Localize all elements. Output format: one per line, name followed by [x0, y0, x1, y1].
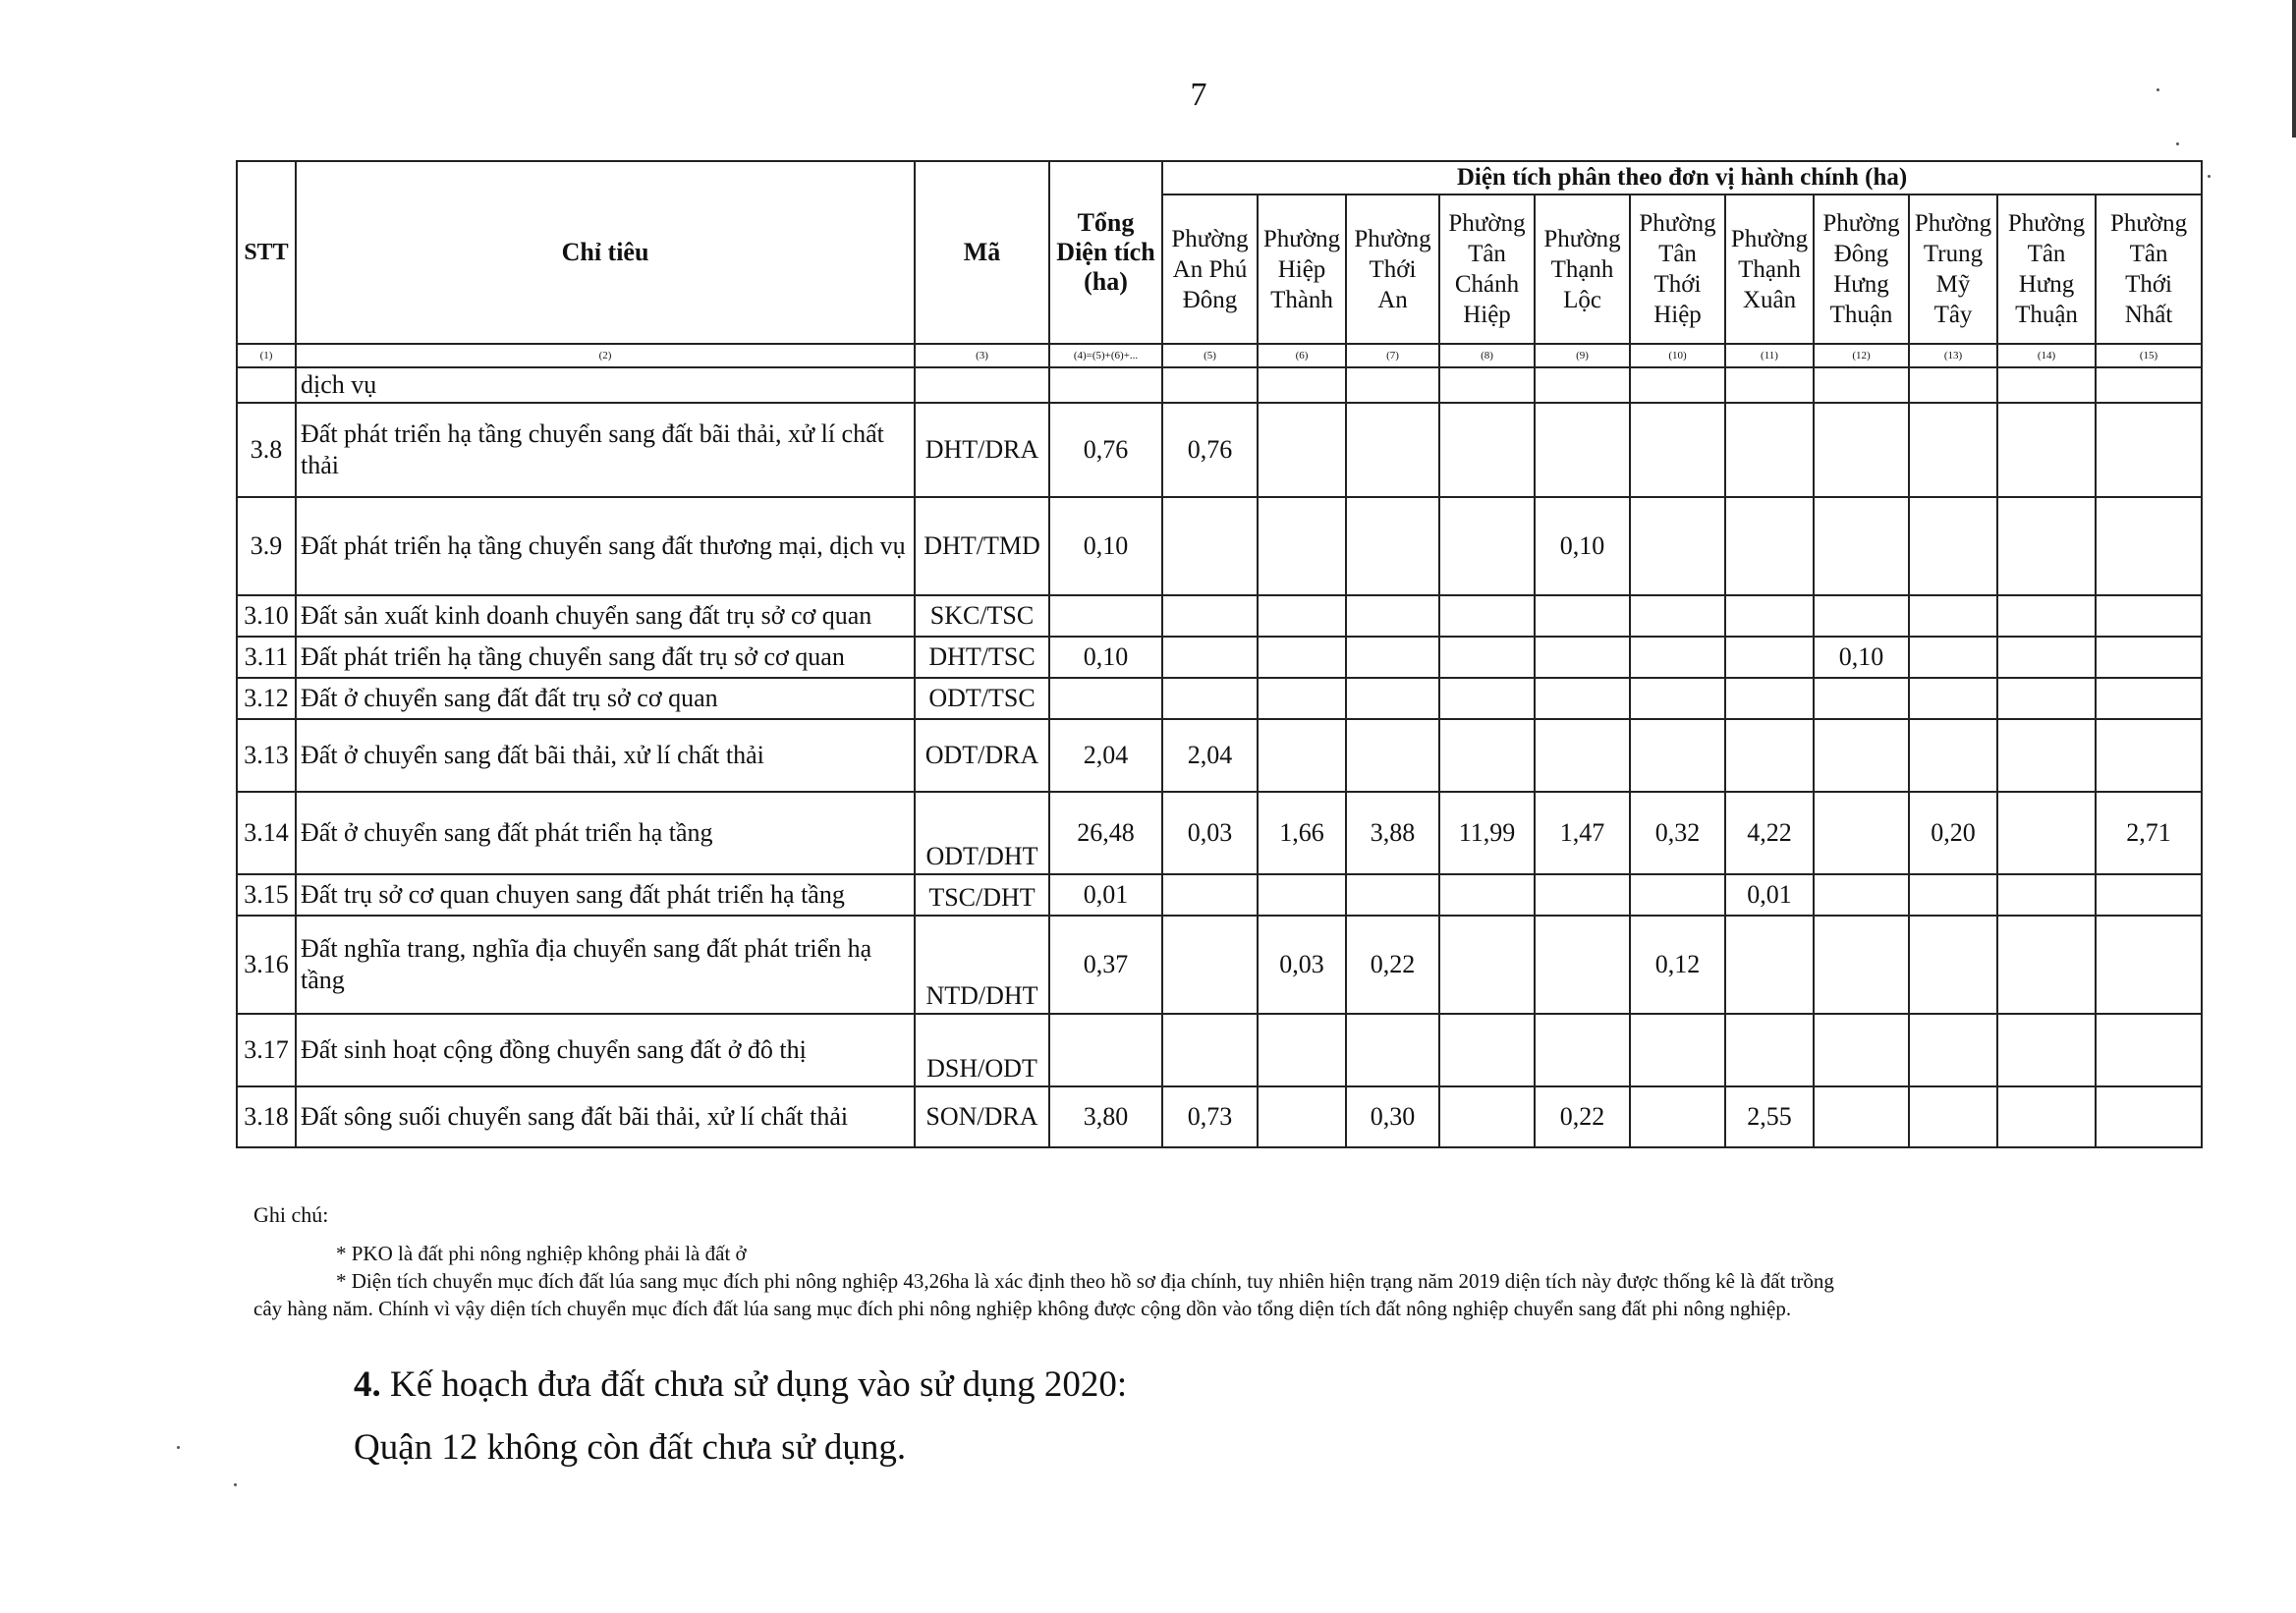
ward-name-line: Tân: [1468, 241, 1506, 267]
row-ward-value: 2,04: [1162, 719, 1258, 792]
ward-name-line: Hưng: [2018, 271, 2075, 298]
row-ward-value: [1258, 874, 1346, 916]
row-ward-value: [1346, 497, 1439, 595]
row-ward-value: 0,32: [1630, 792, 1725, 874]
row-code: ODT/DHT: [915, 792, 1049, 874]
ward-name-line: Đông: [1182, 286, 1238, 313]
row-stt: 3.8: [237, 403, 296, 497]
row-ward-value: [1346, 403, 1439, 497]
row-name: Đất ở chuyển sang đất phát triển hạ tầng: [296, 792, 915, 874]
ward-name-line: Phường: [1262, 225, 1341, 252]
row-ward-value: [1997, 595, 2096, 637]
row-ward-value: [1535, 874, 1630, 916]
row-ward-value: [2096, 595, 2202, 637]
column-number: (13): [1909, 344, 1997, 367]
ward-name-line: Phường: [1543, 225, 1621, 252]
row-ward-value: [1535, 1014, 1630, 1086]
row-name: Đất sông suối chuyển sang đất bãi thải, xử lí chất thải: [296, 1086, 915, 1147]
row-ward-value: [2096, 719, 2202, 792]
section-4-heading: [354, 1363, 1127, 1406]
header-ward-6: [1630, 195, 1725, 344]
row-ward-value: [1725, 916, 1814, 1014]
header-ward-3: [1346, 195, 1439, 344]
row-ward-value: [1997, 403, 2096, 497]
ward-name-line: Phường: [2007, 210, 2086, 237]
note-line-1: * PKO là đất phi nông nghiệp không phải là đất ở: [336, 1242, 747, 1265]
row-ward-value: [1258, 678, 1346, 719]
row-ward-value: 0,03: [1162, 792, 1258, 874]
header-total-line3: (ha): [1084, 267, 1128, 296]
row-ward-value: [1909, 678, 1997, 719]
column-number: (1): [237, 344, 296, 367]
row-ward-value: [1630, 719, 1725, 792]
row-ward-value: 0,10: [1814, 637, 1909, 678]
header-ward-1: [1162, 195, 1258, 344]
ward-name-line: Tân: [2129, 241, 2168, 267]
row-ward-value: 1,66: [1258, 792, 1346, 874]
row-ward-value: 0,30: [1346, 1086, 1439, 1147]
row-ward-value: [1814, 678, 1909, 719]
ward-name-line: Lộc: [1563, 286, 1601, 313]
row-ward-value: 1,47: [1535, 792, 1630, 874]
row-stt: 3.9: [237, 497, 296, 595]
row-code: ODT/DRA: [915, 719, 1049, 792]
row-ward-value: [1535, 637, 1630, 678]
row-total: 2,04: [1049, 719, 1162, 792]
ward-name-line: Tây: [1933, 302, 1973, 328]
row-ward-value: [1346, 719, 1439, 792]
row-ward-value: [1997, 678, 2096, 719]
row-ward-value: [2096, 1014, 2202, 1086]
row-ward-value: [1439, 678, 1535, 719]
row-ward-value: [1909, 719, 1997, 792]
header-ward-10: [1997, 195, 2096, 344]
row-code: DHT/TMD: [915, 497, 1049, 595]
table-row: [237, 792, 2202, 874]
empty-cell: [1630, 367, 1725, 403]
row-stt: 3.12: [237, 678, 296, 719]
column-number: (8): [1439, 344, 1535, 367]
row-ward-value: [2096, 874, 2202, 916]
page-number: 7: [1190, 77, 1207, 113]
row-ward-value: [1162, 595, 1258, 637]
row-ward-value: [1162, 497, 1258, 595]
row-ward-value: [1162, 678, 1258, 719]
row-ward-value: [1997, 1086, 2096, 1147]
row-name: Đất nghĩa trang, nghĩa địa chuyển sang đất phát triển hạ tầng: [296, 916, 915, 1014]
ward-name-line: Mỹ: [1935, 271, 1971, 298]
row-ward-value: [1814, 916, 1909, 1014]
note-line-3: cây hàng năm. Chính vì vậy diện tích chuyển mục đích đất lúa sang mục đích phi nông nghiệp không được cộng dồn vào tổng diện tích đất nông nghiệp chuyển sang đất phi nông nghiệp.: [253, 1297, 1792, 1320]
empty-cell: [1258, 367, 1346, 403]
row-ward-value: [1630, 497, 1725, 595]
row-ward-value: [2096, 916, 2202, 1014]
header-total-area: [1049, 161, 1162, 344]
row-ward-value: [1258, 497, 1346, 595]
empty-cell: [237, 367, 296, 403]
column-number: (11): [1725, 344, 1814, 367]
row-name: Đất ở chuyển sang đất đất trụ sở cơ quan: [296, 678, 915, 719]
row-ward-value: [1909, 637, 1997, 678]
row-ward-value: [1439, 916, 1535, 1014]
row-ward-value: [1725, 719, 1814, 792]
row-ward-value: [1258, 637, 1346, 678]
continuation-text: dịch vụ: [296, 367, 915, 403]
row-name: Đất phát triển hạ tầng chuyển sang đất bãi thải, xử lí chất thải: [296, 403, 915, 497]
row-ward-value: [1535, 678, 1630, 719]
column-number: (3): [915, 344, 1049, 367]
row-ward-value: [1725, 497, 1814, 595]
table-row: [237, 595, 2202, 637]
row-ward-value: [1997, 874, 2096, 916]
row-ward-value: [1814, 792, 1909, 874]
row-ward-value: [1630, 595, 1725, 637]
row-ward-value: [1439, 595, 1535, 637]
row-ward-value: [1439, 403, 1535, 497]
row-ward-value: [1814, 1086, 1909, 1147]
table-row: [237, 874, 2202, 916]
row-name: Đất trụ sở cơ quan chuyen sang đất phát triển hạ tầng: [296, 874, 915, 916]
row-ward-value: 2,55: [1725, 1086, 1814, 1147]
row-ward-value: [1346, 678, 1439, 719]
column-number: (15): [2096, 344, 2202, 367]
row-ward-value: [1725, 637, 1814, 678]
row-ward-value: [1258, 403, 1346, 497]
row-ward-value: [1997, 719, 2096, 792]
header-total-line1: Tổng: [1077, 208, 1135, 237]
ward-name-line: Phường: [1354, 225, 1431, 252]
row-ward-value: 0,01: [1725, 874, 1814, 916]
column-number: (6): [1258, 344, 1346, 367]
row-ward-value: [1909, 916, 1997, 1014]
row-ward-value: [1725, 1014, 1814, 1086]
ward-name-line: Thạnh: [1738, 255, 1801, 283]
header-ward-7: [1725, 195, 1814, 344]
row-ward-value: [2096, 403, 2202, 497]
row-ward-value: [1909, 497, 1997, 595]
row-ward-value: 0,12: [1630, 916, 1725, 1014]
row-total: [1049, 1014, 1162, 1086]
row-ward-value: [1258, 719, 1346, 792]
table-row: [237, 1014, 2202, 1086]
ward-name-line: Tân: [1658, 241, 1697, 267]
row-ward-value: [1630, 678, 1725, 719]
empty-cell: [1814, 367, 1909, 403]
row-ward-value: [1439, 637, 1535, 678]
empty-cell: [1162, 367, 1258, 403]
ward-name-line: Phường: [1639, 210, 1716, 237]
row-ward-value: [1814, 595, 1909, 637]
header-total-line2: Diện tích: [1056, 238, 1155, 266]
row-ward-value: [2096, 637, 2202, 678]
header-ward-4: [1439, 195, 1535, 344]
row-code: SKC/TSC: [915, 595, 1049, 637]
column-number: (2): [296, 344, 915, 367]
empty-cell: [2096, 367, 2202, 403]
empty-cell: [1049, 367, 1162, 403]
row-ward-value: [1346, 595, 1439, 637]
ward-name-line: Phường: [1822, 210, 1900, 237]
row-ward-value: 0,10: [1535, 497, 1630, 595]
ward-name-line: An Phú: [1172, 255, 1248, 283]
row-code: ODT/TSC: [915, 678, 1049, 719]
ward-name-line: Hưng: [1833, 271, 1889, 298]
row-total: 0,01: [1049, 874, 1162, 916]
row-ward-value: [1439, 497, 1535, 595]
table-row: [237, 678, 2202, 719]
column-number: (12): [1814, 344, 1909, 367]
header-chi-tieu: Chỉ tiêu: [296, 161, 915, 344]
empty-cell: [915, 367, 1049, 403]
row-ward-value: [1346, 1014, 1439, 1086]
row-total: 0,37: [1049, 916, 1162, 1014]
row-code: DHT/DRA: [915, 403, 1049, 497]
row-ward-value: [1814, 403, 1909, 497]
row-ward-value: [1909, 1014, 1997, 1086]
column-number: (14): [1997, 344, 2096, 367]
table-row: [237, 1086, 2202, 1147]
row-ward-value: [2096, 678, 2202, 719]
row-ward-value: [1162, 916, 1258, 1014]
header-region-title: Diện tích phân theo đơn vị hành chính (ha): [1162, 161, 2202, 195]
row-stt: 3.11: [237, 637, 296, 678]
column-number: (9): [1535, 344, 1630, 367]
row-code: SON/DRA: [915, 1086, 1049, 1147]
ward-name-line: Phường: [1448, 210, 1526, 237]
row-ward-value: [1997, 792, 2096, 874]
row-ward-value: [1439, 1086, 1535, 1147]
empty-cell: [1997, 367, 2096, 403]
header-ward-5: [1535, 195, 1630, 344]
row-ward-value: 11,99: [1439, 792, 1535, 874]
row-ward-value: [1630, 1086, 1725, 1147]
ward-name-line: Phường: [2109, 210, 2188, 237]
row-ward-value: 0,20: [1909, 792, 1997, 874]
ward-name-line: Đông: [1833, 241, 1889, 267]
table-row: [237, 719, 2202, 792]
table-row: [237, 497, 2202, 595]
notes: [253, 1200, 328, 1230]
ward-name-line: Thuận: [2015, 302, 2078, 328]
scan-edge: [2292, 0, 2296, 138]
ward-name-line: An: [1377, 286, 1408, 313]
column-number: (7): [1346, 344, 1439, 367]
row-ward-value: [1535, 403, 1630, 497]
row-ward-value: [1630, 637, 1725, 678]
row-total: 26,48: [1049, 792, 1162, 874]
row-ward-value: 0,22: [1346, 916, 1439, 1014]
section-4-text: Quận 12 không còn đất chưa sử dụng.: [354, 1427, 907, 1468]
ward-name-line: Nhất: [2124, 302, 2173, 328]
header-stt: STT: [237, 161, 296, 344]
ward-name-line: Xuân: [1742, 286, 1797, 313]
row-ward-value: [2096, 497, 2202, 595]
ward-name-line: Thới: [1369, 255, 1417, 283]
header-ma: Mã: [915, 161, 1049, 344]
row-code: DSH/ODT: [915, 1014, 1049, 1086]
row-name: Đất phát triển hạ tầng chuyển sang đất trụ sở cơ quan: [296, 637, 915, 678]
row-ward-value: [1997, 637, 2096, 678]
empty-cell: [1535, 367, 1630, 403]
row-ward-value: [1258, 1014, 1346, 1086]
row-stt: 3.14: [237, 792, 296, 874]
row-ward-value: [1162, 1014, 1258, 1086]
row-ward-value: [1162, 637, 1258, 678]
row-ward-value: [2096, 1086, 2202, 1147]
ward-name-line: Hiệp: [1463, 302, 1511, 328]
land-conversion-table: [236, 160, 2203, 1148]
row-code: DHT/TSC: [915, 637, 1049, 678]
column-number: (4)=(5)+(6)+...: [1049, 344, 1162, 367]
row-name: Đất sản xuất kinh doanh chuyển sang đất trụ sở cơ quan: [296, 595, 915, 637]
row-name: Đất phát triển hạ tầng chuyển sang đất thương mại, dịch vụ: [296, 497, 915, 595]
row-ward-value: [1814, 1014, 1909, 1086]
row-ward-value: [1630, 403, 1725, 497]
row-ward-value: 2,71: [2096, 792, 2202, 874]
row-total: [1049, 595, 1162, 637]
ward-name-line: Phường: [1171, 225, 1249, 252]
ward-name-line: Thới: [2125, 271, 2172, 298]
ward-name-line: Hiệp: [1277, 255, 1326, 283]
ward-name-line: Thành: [1270, 286, 1333, 313]
row-stt: 3.15: [237, 874, 296, 916]
row-stt: 3.18: [237, 1086, 296, 1147]
row-ward-value: [1439, 1014, 1535, 1086]
ward-name-line: Chánh: [1454, 271, 1520, 298]
row-ward-value: [1814, 874, 1909, 916]
row-ward-value: [1346, 874, 1439, 916]
row-ward-value: [1725, 595, 1814, 637]
row-name: Đất ở chuyển sang đất bãi thải, xử lí chất thải: [296, 719, 915, 792]
section-4-number: 4.: [354, 1364, 381, 1405]
row-stt: 3.16: [237, 916, 296, 1014]
column-number: (10): [1630, 344, 1725, 367]
ward-name-line: Thuận: [1829, 302, 1893, 328]
ward-name-line: Trung: [1923, 241, 1984, 267]
notes-title: Ghi chú:: [253, 1202, 329, 1227]
empty-cell: [1909, 367, 1997, 403]
row-ward-value: 4,22: [1725, 792, 1814, 874]
empty-cell: [1346, 367, 1439, 403]
row-ward-value: [1258, 1086, 1346, 1147]
row-total: 0,10: [1049, 497, 1162, 595]
row-total: [1049, 678, 1162, 719]
row-stt: 3.17: [237, 1014, 296, 1086]
column-number: (5): [1162, 344, 1258, 367]
row-ward-value: 0,22: [1535, 1086, 1630, 1147]
row-ward-value: [1439, 874, 1535, 916]
header-ward-11: [2096, 195, 2202, 344]
row-ward-value: 0,76: [1162, 403, 1258, 497]
header-ward-2: [1258, 195, 1346, 344]
row-ward-value: [1997, 1014, 2096, 1086]
table-row: [237, 637, 2202, 678]
row-stt: 3.10: [237, 595, 296, 637]
row-ward-value: [1909, 1086, 1997, 1147]
ward-name-line: Phường: [1914, 210, 1992, 237]
row-ward-value: 0,03: [1258, 916, 1346, 1014]
row-ward-value: [1535, 719, 1630, 792]
row-ward-value: [1909, 595, 1997, 637]
row-code: TSC/DHT: [915, 874, 1049, 916]
empty-cell: [1725, 367, 1814, 403]
ward-name-line: Hiệp: [1653, 302, 1702, 328]
row-ward-value: [1997, 916, 2096, 1014]
row-ward-value: 3,88: [1346, 792, 1439, 874]
row-ward-value: [1535, 916, 1630, 1014]
section-4-title: Kế hoạch đưa đất chưa sử dụng vào sử dụng 2020:: [380, 1364, 1128, 1405]
ward-name-line: Phường: [1730, 225, 1809, 252]
table-row: [237, 403, 2202, 497]
header-ward-9: [1909, 195, 1997, 344]
row-ward-value: [1814, 719, 1909, 792]
row-ward-value: [1814, 497, 1909, 595]
row-code: NTD/DHT: [915, 916, 1049, 1014]
row-ward-value: [1439, 719, 1535, 792]
row-ward-value: [1535, 595, 1630, 637]
row-ward-value: [1997, 497, 2096, 595]
ward-name-line: Tân: [2027, 241, 2066, 267]
row-total: 0,10: [1049, 637, 1162, 678]
ward-name-line: Thới: [1653, 271, 1702, 298]
header-ward-8: [1814, 195, 1909, 344]
note-line-2: * Diện tích chuyển mục đích đất lúa sang mục đích phi nông nghiệp 43,26ha là xác định theo hồ sơ địa chính, tuy nhiên hiện trạng năm 2019 diện tích này được thống kê là đất trồng: [336, 1269, 1834, 1293]
row-ward-value: [1346, 637, 1439, 678]
row-ward-value: [1162, 874, 1258, 916]
row-name: Đất sinh hoạt cộng đồng chuyển sang đất ở đô thị: [296, 1014, 915, 1086]
row-ward-value: [1725, 403, 1814, 497]
row-total: 0,76: [1049, 403, 1162, 497]
row-ward-value: 0,73: [1162, 1086, 1258, 1147]
row-ward-value: [1630, 1014, 1725, 1086]
empty-cell: [1439, 367, 1535, 403]
ward-name-line: Thạnh: [1550, 255, 1614, 283]
table-row: [237, 916, 2202, 1014]
row-stt: 3.13: [237, 719, 296, 792]
row-ward-value: [1630, 874, 1725, 916]
row-ward-value: [1909, 874, 1997, 916]
row-total: 3,80: [1049, 1086, 1162, 1147]
row-ward-value: [1258, 595, 1346, 637]
row-ward-value: [1909, 403, 1997, 497]
row-ward-value: [1725, 678, 1814, 719]
